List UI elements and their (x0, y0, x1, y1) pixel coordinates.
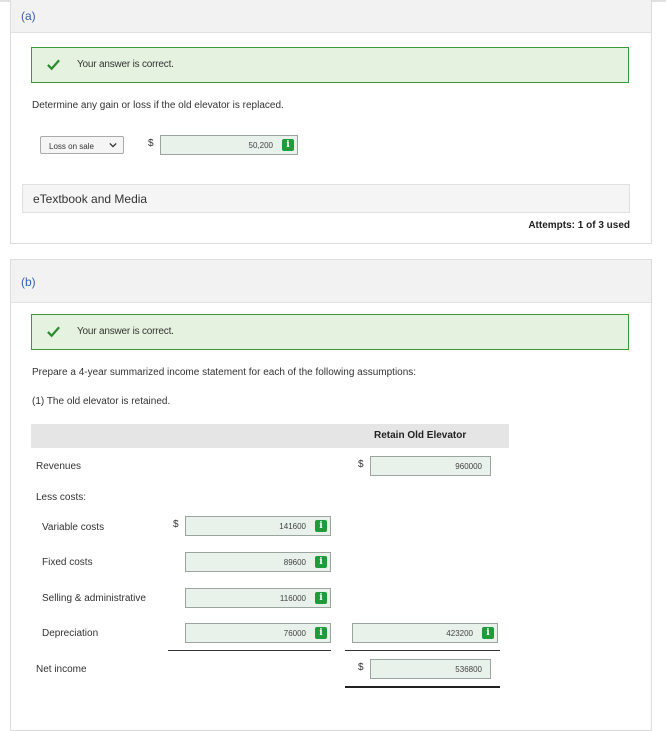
etextbook-label: eTextbook and Media (33, 192, 148, 206)
selling-admin-input[interactable] (185, 588, 331, 608)
gain-loss-select[interactable] (40, 136, 124, 154)
subtotal-rule-right (345, 650, 500, 651)
net-income-label: Net income (36, 664, 87, 675)
variable-costs-input[interactable] (185, 516, 331, 536)
column-header: Retain Old Elevator (374, 430, 467, 441)
currency-symbol: $ (358, 662, 364, 673)
subtotal-rule-left (168, 650, 331, 651)
currency-symbol: $ (148, 138, 154, 149)
table-header (31, 424, 509, 448)
input-value: 423200 (446, 629, 473, 638)
input-value: 141600 (279, 522, 306, 531)
part-b-correct-banner (31, 314, 629, 350)
attempts-counter: Attempts: 1 of 3 used (528, 220, 630, 231)
correct-message: Your answer is correct. (77, 59, 174, 70)
check-icon (46, 324, 61, 339)
selling-admin-label: Selling & administrative (42, 593, 146, 604)
check-icon (46, 57, 61, 72)
input-value: 116000 (279, 594, 306, 603)
part-a-header (11, 0, 651, 33)
depreciation-input[interactable] (185, 623, 331, 643)
less-costs-label: Less costs: (36, 492, 87, 503)
revenues-input[interactable] (370, 456, 491, 476)
part-b-label: (b) (21, 275, 36, 289)
input-value: 50,200 (248, 141, 273, 150)
input-value: 89600 (283, 558, 306, 567)
total-costs-input[interactable] (352, 623, 498, 643)
variable-costs-label: Variable costs (42, 522, 105, 533)
part-b-question: Prepare a 4-year summarized income statement for each of the following assumptions: (32, 367, 417, 378)
fixed-costs-label: Fixed costs (42, 557, 93, 568)
etextbook-link[interactable] (22, 184, 630, 213)
fixed-costs-input[interactable] (185, 552, 331, 572)
part-a-correct-banner (31, 47, 629, 83)
revenues-label: Revenues (36, 461, 82, 472)
assumption-label: (1) The old elevator is retained. (32, 396, 171, 407)
select-value: Loss on sale (49, 142, 94, 151)
input-value: 76000 (283, 629, 306, 638)
net-income-input[interactable] (370, 659, 491, 679)
input-value: 536800 (455, 665, 482, 674)
correct-message: Your answer is correct. (77, 326, 174, 337)
info-icon[interactable]: i (482, 627, 494, 639)
part-a-question: Determine any gain or loss if the old elevator is replaced. (32, 100, 284, 111)
part-b-header (11, 260, 651, 303)
part-a-label: (a) (21, 9, 36, 23)
chevron-down-icon (109, 141, 117, 149)
gain-loss-amount-input[interactable] (160, 135, 298, 155)
net-income-double-rule (345, 686, 500, 688)
depreciation-label: Depreciation (42, 628, 99, 639)
input-value: 960000 (455, 462, 482, 471)
info-icon[interactable]: i (282, 139, 294, 151)
info-icon[interactable]: i (315, 520, 327, 532)
info-icon[interactable]: i (315, 592, 327, 604)
info-icon[interactable]: i (315, 556, 327, 568)
currency-symbol: $ (173, 519, 179, 530)
currency-symbol: $ (358, 459, 364, 470)
info-icon[interactable]: i (315, 627, 327, 639)
